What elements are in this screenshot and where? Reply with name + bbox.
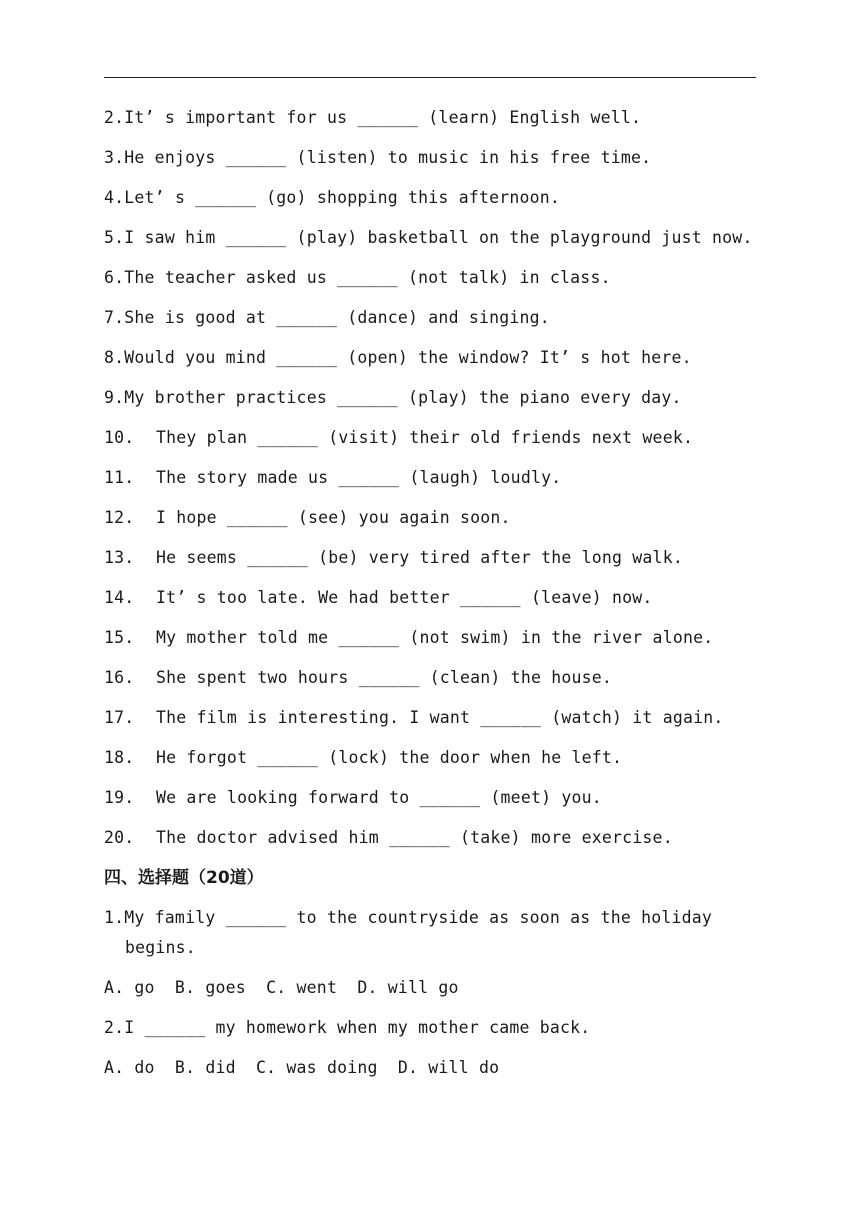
- item-number: 7.: [104, 308, 125, 327]
- item-number: 8.: [104, 348, 125, 367]
- item-text: Let’ s ______ (go) shopping this afternoon.: [124, 188, 561, 207]
- item-text: He seems ______ (be) very tired after the long walk.: [156, 548, 683, 567]
- question-1-line-1: 1.My family ______ to the countryside as soon as the holiday: [104, 908, 713, 927]
- item-number: 11.: [104, 468, 135, 487]
- item-text: They plan ______ (visit) their old friends next week.: [156, 428, 694, 447]
- fill-in-item: [104, 183, 764, 213]
- item-number: 13.: [104, 548, 135, 567]
- item-text: My brother practices ______ (play) the piano every day.: [124, 388, 682, 407]
- question-1-options: A. go B. goes C. went D. will go: [104, 978, 459, 997]
- fill-in-item: [104, 263, 764, 293]
- fill-in-item: [104, 143, 764, 173]
- fill-in-item: [104, 223, 764, 253]
- item-text: The film is interesting. I want ______ (watch) it again.: [156, 708, 724, 727]
- item-text: He forgot ______ (lock) the door when he left.: [156, 748, 623, 767]
- fill-in-item: [104, 743, 764, 773]
- question-1: [104, 903, 764, 963]
- item-text: We are looking forward to ______ (meet) you.: [156, 788, 602, 807]
- item-text: He enjoys ______ (listen) to music in his free time.: [124, 148, 652, 167]
- item-text: Would you mind ______ (open) the window? It’ s hot here.: [124, 348, 692, 367]
- item-number: 12.: [104, 508, 135, 527]
- fill-in-item: [104, 783, 764, 813]
- item-text: It’ s too late. We had better ______ (leave) now.: [156, 588, 653, 607]
- item-text: The story made us ______ (laugh) loudly.: [156, 468, 562, 487]
- header-rule: [104, 77, 756, 78]
- fill-in-item: [104, 423, 764, 453]
- fill-in-item: [104, 623, 764, 653]
- section-title: 四、选择题（20道）: [104, 868, 264, 888]
- fill-in-item: [104, 503, 764, 533]
- question-1-line-2: begins.: [125, 938, 196, 957]
- item-number: 9.: [104, 388, 125, 407]
- item-number: 18.: [104, 748, 135, 767]
- fill-in-item: [104, 543, 764, 573]
- content: [104, 103, 764, 1093]
- question-2: 2.I ______ my homework when my mother came back.: [104, 1018, 591, 1037]
- item-number: 19.: [104, 788, 135, 807]
- fill-in-item: [104, 583, 764, 613]
- item-number: 14.: [104, 588, 135, 607]
- item-number: 3.: [104, 148, 125, 167]
- item-text: I hope ______ (see) you again soon.: [156, 508, 511, 527]
- item-number: 17.: [104, 708, 135, 727]
- item-number: 5.: [104, 228, 125, 247]
- item-number: 6.: [104, 268, 125, 287]
- item-text: She is good at ______ (dance) and singing.: [124, 308, 550, 327]
- item-number: 16.: [104, 668, 135, 687]
- item-number: 4.: [104, 188, 125, 207]
- fill-in-item: [104, 103, 764, 133]
- item-text: My mother told me ______ (not swim) in the river alone.: [156, 628, 714, 647]
- item-number: 20.: [104, 828, 135, 847]
- item-number: 2.: [104, 108, 125, 127]
- item-text: I saw him ______ (play) basketball on the playground just now.: [124, 228, 753, 247]
- item-number: 15.: [104, 628, 135, 647]
- question-2-options: A. do B. did C. was doing D. will do: [104, 1058, 500, 1077]
- fill-in-item: [104, 703, 764, 733]
- fill-in-item: [104, 463, 764, 493]
- fill-in-item: [104, 383, 764, 413]
- item-text: She spent two hours ______ (clean) the house.: [156, 668, 613, 687]
- item-text: The doctor advised him ______ (take) more exercise.: [156, 828, 673, 847]
- item-text: It’ s important for us ______ (learn) English well.: [124, 108, 642, 127]
- fill-in-item: [104, 663, 764, 693]
- item-number: 10.: [104, 428, 135, 447]
- fill-in-item: [104, 303, 764, 333]
- fill-in-item: [104, 343, 764, 373]
- item-text: The teacher asked us ______ (not talk) in class.: [124, 268, 611, 287]
- fill-in-list: [104, 103, 764, 853]
- fill-in-item: [104, 823, 764, 853]
